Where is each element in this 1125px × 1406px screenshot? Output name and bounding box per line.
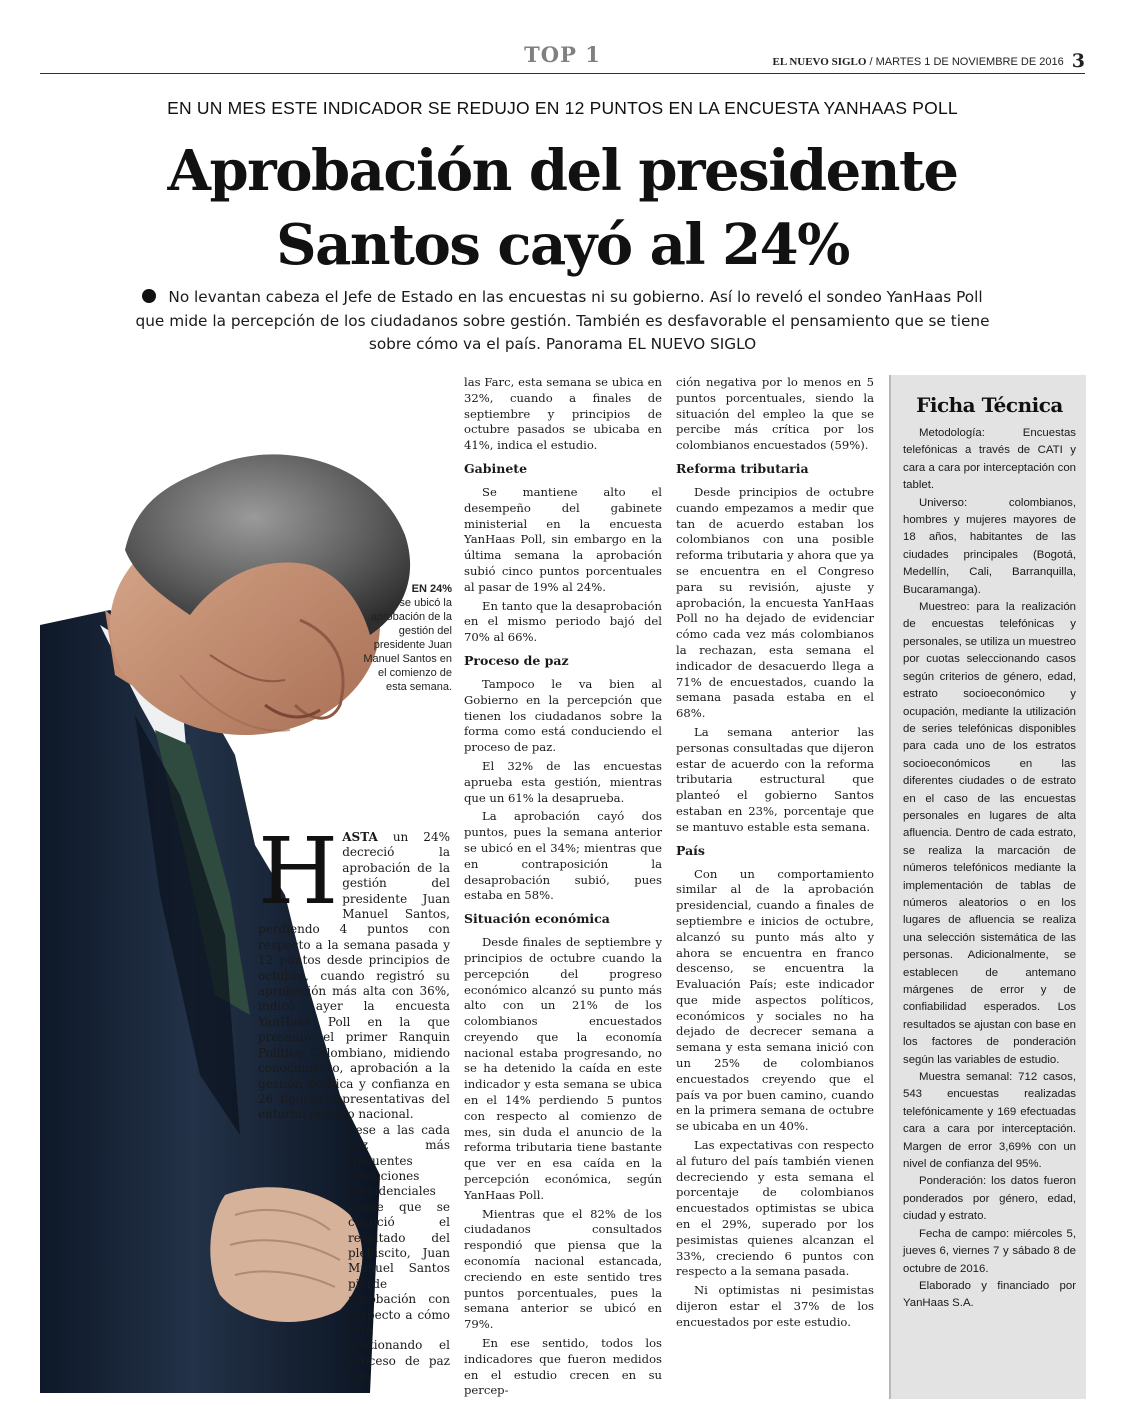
paragraph: En ese sentido, todos los indicadores que fueron medidos en el estudio crecen en su percep- xyxy=(464,1336,662,1398)
ficha-item: Muestra semanal: 712 casos, 543 encuestas realizadas telefónicamente y 169 efectuadas cara a cara por interceptación. Margen de error 3,69% con un nivel de confianza del 95%. xyxy=(903,1071,1076,1171)
ficha-item: Ponderación: los datos fueron ponderados por género, edad, ciudad y estrato. xyxy=(903,1175,1076,1223)
summary-text: No levantan cabeza el Jefe de Estado en las encuestas ni su gobierno. Así lo reveló el sondeo YanHaas Poll que mide la percepción de los ciudadanos sobre gestión. También es desfavorable el pensamiento que se tiene sobre cómo va el país. Panorama EL NUEVO SIGLO xyxy=(135,288,990,353)
subhead-situacion-economica: Situación económica xyxy=(464,911,610,927)
paragraph: El 32% de las encuestas aprueba esta gestión, mientras que un 61% la desaprueba. xyxy=(464,758,662,805)
ficha-item: Universo: colombianos, hombres y mujeres mayores de 18 años, habitantes de las ciudades principales (Bogotá, Medellín, Cali, Barranquilla, Bucaramanga). xyxy=(903,496,1076,596)
ficha-item: Fecha de campo: miércoles 5, jueves 6, viernes 7 y sábado 8 de octubre de 2016. xyxy=(903,1227,1076,1275)
page-header xyxy=(40,40,1085,74)
headline-line-2: Santos cayó al 24% xyxy=(276,212,849,278)
paragraph: En tanto que la desaprobación en el mismo periodo bajó del 70% al 66%. xyxy=(464,598,662,645)
ficha-tecnica-box xyxy=(889,375,1086,1399)
paragraph: Las expectativas con respecto al futuro del país también vienen decreciendo y esta semana el porcentaje de colombianos encuestados optimistas se ubica en el 29%, superado por los pesimistas quienes alcanzan el 33%, creciendo 6 puntos con respecto a la semana pasada. xyxy=(676,1138,874,1279)
caption-lead: EN 24% xyxy=(411,583,452,595)
newspaper-name: EL NUEVO SIGLO xyxy=(772,56,867,68)
caption-text: se ubicó la aprobación de la gestión del presidente Juan Manuel Santos en el comienzo de esta semana. xyxy=(363,597,452,693)
intro-lead-word: ASTA xyxy=(342,830,378,844)
ficha-item: Elaborado y financiado por YanHaas S.A. xyxy=(903,1279,1076,1310)
subhead-reforma-tributaria: Reforma tributaria xyxy=(676,460,809,476)
paragraph: La semana anterior las personas consultadas que dijeron estar de acuerdo con la reforma tributaria estructural que planteó el gobierno Santos estaban en 23%, porcentaje que se mantuvo estable esta semana. xyxy=(676,724,874,834)
ficha-item: Metodología: Encuestas telefónicas a través de CATI y cara a cara por interceptación con tablet. xyxy=(903,427,1076,492)
paragraph: Con un comportamiento similar al de la aprobación presidencial, cuando a finales de septiembre e inicios de octubre, alcanzó su punto más alto y ahora se encuentra en franco descenso, se encuentra la Evaluación País; este indicador que mide aspectos políticos, económicos y sociales no ha dejado de decrecer semana a semana y esta semana inició con un 25% de colombianos encuestados creyendo que el país va por buen camino, cuando en la primera semana de octubre se ubicaba en un 40%. xyxy=(676,866,874,1134)
paragraph: Ni optimistas ni pesimistas dijeron estar el 37% de los encuestados por este estudio. xyxy=(676,1283,874,1329)
publication-date: / MARTES 1 DE NOVIEMBRE DE 2016 xyxy=(869,56,1064,68)
ficha-item: Muestreo: para la realización de encuestas telefónicas y personales, se utiliza un muestreo por cuotas seleccionando casos según criterios de género, edad, estrato socioeconómico y ocupación, mediante la utilización de series telefónicas disponibles para cada uno de los estratos socioeconómicos en las diferentes ciudades o de estrato en el caso de las encuestas personales en lugares de alta afluencia. Dentro de cada estrato, se realiza la marcación de números telefónicos mediante la implementación de tablas de números aleatorios o en los lugares de afluencia se realiza una selección sistemática de las personas. Adicionalmente, se establecen de antemano márgenes de error y de confiabilidad esperados. Los resultados se ajustan con base en los factores de ponderación según las variables de estudio. xyxy=(903,601,1076,1066)
publication-info xyxy=(773,50,1085,72)
article-column-1 xyxy=(464,375,662,1402)
photo-caption xyxy=(360,582,452,694)
subhead-pais: País xyxy=(676,842,705,858)
headline-line-1: Aprobación del presidente xyxy=(167,138,958,204)
drop-cap: H xyxy=(258,818,339,925)
section-label: TOP 1 xyxy=(524,42,601,67)
paragraph: Mientras que el 82% de los ciudadanos consultados respondió que piensa que la economía nacional estancada, creciendo en este sentido tres puntos porcentuales, pues la semana anterior se ubicó en 79%. xyxy=(464,1206,662,1332)
paragraph: Se mantiene alto el desempeño del gabinete ministerial en la encuesta YanHaas Poll, sin embargo en la última semana la aprobación subió cinco puntos porcentuales al pasar de 19% al 24%. xyxy=(464,484,662,594)
intro-p1-text: un 24% decreció la aprobación de la gestión del presidente Juan Manuel Santos, perdiendo 4 puntos con respecto a la semana pasada y 12 puntos desde principios de octubre, cuando registró su aprobación más alta con 36%, indicó ayer la encuesta YanHaas Poll en la que presentó el primer Ranquin Político Colombiano, midiendo conocimiento, aprobación a la gestión política y confianza en 26 figuras representativas del entorno político nacional. xyxy=(258,830,450,1122)
ficha-title: Ficha Técnica xyxy=(916,393,1063,417)
paragraph: ción negativa por lo menos en 5 puntos porcentuales, siendo la situación del empleo la que se percibe más crítica por los colombianos encuestados (59%). xyxy=(676,375,874,453)
headline xyxy=(0,134,1125,282)
intro-paragraph-1 xyxy=(258,818,450,1123)
bullet-icon xyxy=(142,289,156,303)
subhead-gabinete: Gabinete xyxy=(464,460,528,476)
page-number: 3 xyxy=(1071,50,1085,72)
paragraph: Desde principios de octubre cuando empezamos a medir que tan de acuerdo estaban los colombianos con una posible reforma tributaria y ahora que ya se encuentra en el Congreso para su revisión, ajuste y aprobación, la encuesta YanHaas Poll no ha dejado de evidenciar cómo cada vez más colombianos la rechazan, esta semana el indicador de desacuerdo llega a 71% de encuestados, cuando la semana pasada estaba en el 68%. xyxy=(676,484,874,721)
kicker: EN UN MES ESTE INDICADOR SE REDUJO EN 12 PUNTOS EN LA ENCUESTA YANHAAS POLL xyxy=(167,98,958,118)
subhead-proceso-de-paz: Proceso de paz xyxy=(464,652,569,668)
paragraph: Tampoco le va bien al Gobierno en la percepción que tienen los ciudadanos sobre la forma como está conduciendo el proceso de paz. xyxy=(464,676,662,755)
paragraph: las Farc, esta semana se ubica en 32%, cuando a finales de septiembre y principios de octubre pasados se ubicaba en 41%, indica el estudio. xyxy=(464,375,662,453)
paragraph: La aprobación cayó dos puntos, pues la semana anterior se ubicó en el 34%; mientras que en contraposición la desaprobación subió, pues estaba en 58%. xyxy=(464,809,662,903)
intro-paragraph-2: Pese a las cada vez más frecuentes alocuciones presidenciales desde que se conoció el resultado del plebiscito, Juan Manuel Santos pierde aprobación con respecto a cómo está gestionando el proceso de paz con xyxy=(348,1122,450,1384)
intro-text xyxy=(258,818,450,1385)
paragraph: Desde finales de septiembre y principios de octubre cuando la percepción del progreso económico alcanzó su punto más alto con un 21% de los colombianos encuestados creyendo que la economía nacional estaba progresando, no se ha detenido la caída en este indicador y esta semana se ubica en el 14% perdiendo 5 puntos con respecto al comienzo de mes, sin duda el anuncio de la reforma tributaria tiene bastante que ver en esa caída en la percepción económica, según YanHaas Poll. xyxy=(464,935,662,1202)
summary xyxy=(130,286,995,357)
article-column-2 xyxy=(676,375,874,1334)
